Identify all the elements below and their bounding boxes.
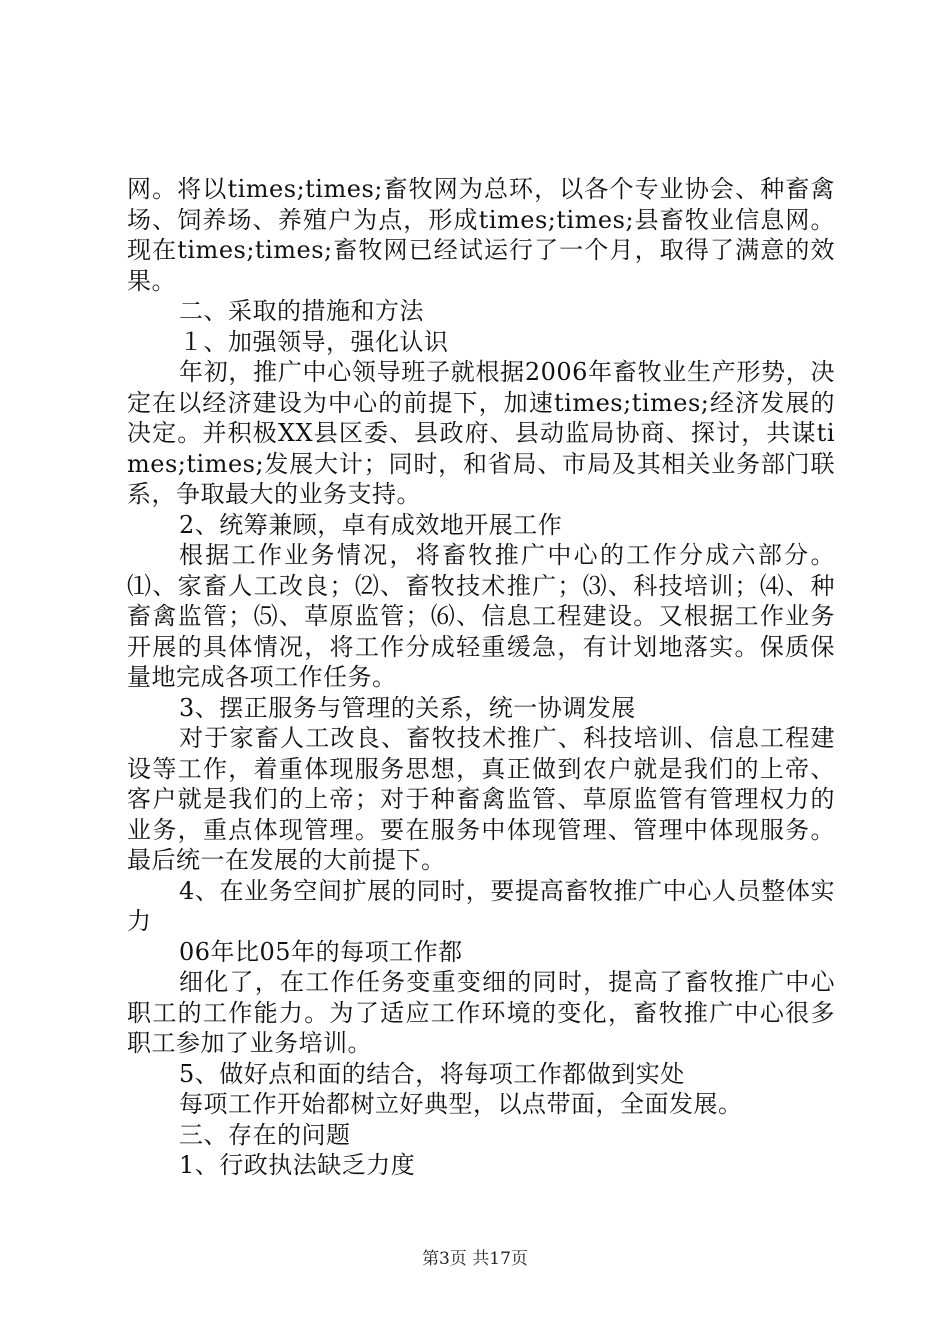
subsection-heading: １、加强领导，强化认识 — [179, 327, 449, 356]
subsection-heading: 4、在业务空间扩展的同时，要提高畜牧推广中心人员整体实力 — [127, 876, 835, 935]
paragraph: 对于家畜人工改良、畜牧技术推广、科技培训、信息工程建设等工作，着重体现服务思想，真正做到农户就是我们的上帝、客户就是我们的上帝；对于种畜禽监管、草原监管有管理权力的业务，重点体现管理。要在服务中体现管理、管理中体现服务。最后统一在发展的大前提下。 — [127, 724, 835, 874]
subsection-heading: 2、统筹兼顾，卓有成效地开展工作 — [179, 510, 563, 539]
section-heading: 二、采取的措施和方法 — [179, 297, 424, 325]
subsection-heading: 3、摆正服务与管理的关系，统一协调发展 — [179, 693, 636, 722]
paragraph: 06年比05年的每项工作都 — [179, 937, 463, 966]
subsection-heading: 5、做好点和面的结合，将每项工作都做到实处 — [179, 1059, 685, 1088]
section-heading: 三、存在的问题 — [179, 1120, 351, 1149]
paragraph: 网。将以times;times;畜牧网为总环，以各个专业协会、种畜禽场、饲养场、养殖户为点，形成times;times;县畜牧业信息网。现在times;times;畜牧网已经试运行了一个月，取得了满意的效果。 — [127, 175, 835, 295]
paragraph: 细化了，在工作任务变重变细的同时，提高了畜牧推广中心职工的工作能力。为了适应工作环境的变化，畜牧推广中心很多职工参加了业务培训。 — [127, 968, 835, 1057]
paragraph: 每项工作开始都树立好典型，以点带面，全面发展。 — [179, 1090, 743, 1118]
document-body — [127, 174, 835, 1181]
subsection-heading: 1、行政执法缺乏力度 — [179, 1151, 416, 1179]
paragraph: 年初，推广中心领导班子就根据2006年畜牧业生产形势，决定在以经济建设为中心的前提下，加速times;times;经济发展的决定。并积极XX县区委、县政府、县动监局协商、探讨，共谋times;times;发展大计；同时，和省局、市局及其相关业务部门联系，争取最大的业务支持。 — [127, 358, 835, 508]
page-number-footer: 第3页 共17页 — [422, 1249, 528, 1269]
paragraph: 根据工作业务情况，将畜牧推广中心的工作分成六部分。⑴、家畜人工改良；⑵、畜牧技术推广；⑶、科技培训；⑷、种畜禽监管；⑸、草原监管；⑹、信息工程建设。又根据工作业务开展的具体情况，将工作分成轻重缓急，有计划地落实。保质保量地完成各项工作任务。 — [127, 541, 835, 691]
